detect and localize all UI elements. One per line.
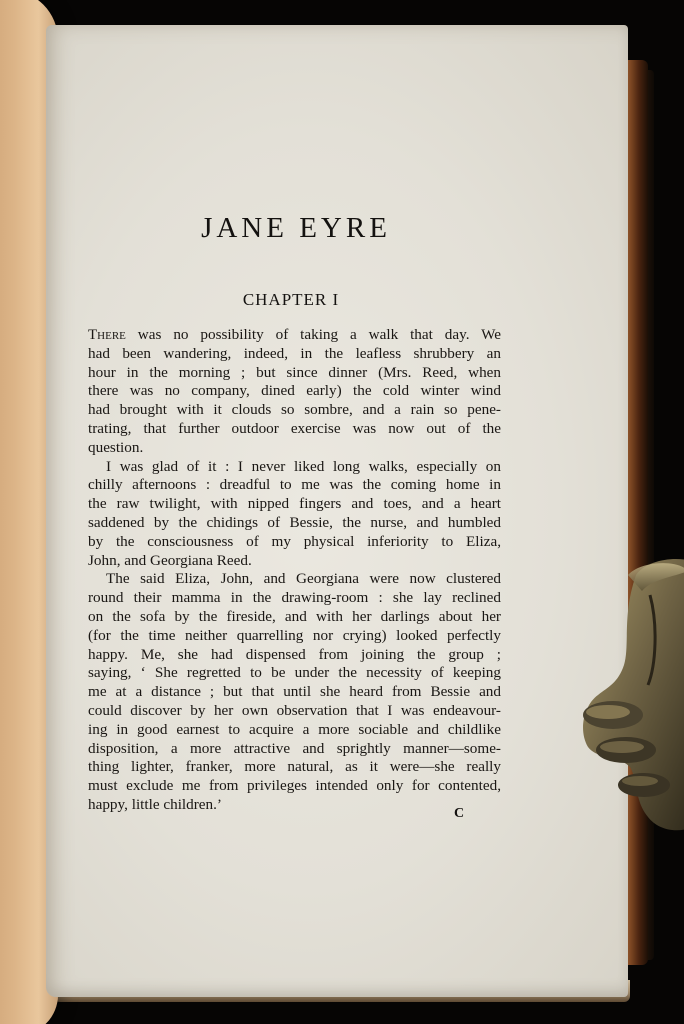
opening-word: There xyxy=(88,327,126,343)
brass-page-clip-icon xyxy=(578,555,684,845)
signature-mark: C xyxy=(454,806,465,821)
text-line: there was no company, dined early) the cold winter wind xyxy=(88,382,501,400)
chapter-heading: CHAPTER I xyxy=(242,290,340,309)
text-line: had brought with it clouds so sombre, and a rain so pene- xyxy=(88,401,501,419)
text-line: hour in the morning ; but since dinner (Mrs. Reed, when xyxy=(88,363,501,381)
text-line: question. xyxy=(88,438,144,456)
text-line xyxy=(88,326,501,345)
text-line: must exclude me from privileges intended only for contented, xyxy=(88,777,501,795)
text-line: on the sofa by the fireside, and with her darlings about her xyxy=(88,607,501,625)
text-line: by the consciousness of my physical inferiority to Eliza, xyxy=(88,532,501,550)
text-line: happy, little children.’ xyxy=(88,795,222,813)
text-line: had been wandering, indeed, in the leafless shrubbery an xyxy=(88,344,501,362)
book-title: JANE EYRE xyxy=(201,212,391,244)
text-line: saying, ‘ She regretted to be under the necessity of keeping xyxy=(88,664,501,682)
text-line: could discover by her own observation that I was endeavour- xyxy=(88,701,501,719)
text-line: me at a distance ; but that until she heard from Bessie and xyxy=(88,683,501,701)
text-line: the raw twilight, with nipped fingers and toes, and a heart xyxy=(88,495,501,513)
text-line: (for the time neither quarrelling nor crying) looked perfectly xyxy=(88,626,501,644)
chapter-body-text xyxy=(88,326,501,815)
text-line: thing lighter, franker, more natural, as it were—she really xyxy=(88,758,501,776)
text-line: happy. Me, she had dispensed from joining the group ; xyxy=(88,645,501,663)
text-line: John, and Georgiana Reed. xyxy=(88,551,252,569)
text-line: The said Eliza, John, and Georgiana were now clustered xyxy=(106,570,501,588)
text-line: disposition, a more attractive and sprightly manner—some- xyxy=(88,739,501,757)
text-line: saddened by the chidings of Bessie, the nurse, and humbled xyxy=(88,513,501,531)
text-line: trating, that further outdoor exercise was now out of the xyxy=(88,419,501,437)
text-line: I was glad of it : I never liked long walks, especially on xyxy=(106,457,501,475)
text-segment: was no possibility of taking a walk that day. We xyxy=(125,326,501,343)
text-line: ing in good earnest to acquire a more sociable and childlike xyxy=(88,720,501,738)
text-line: round their mamma in the drawing-room : she lay reclined xyxy=(88,589,501,607)
text-line: chilly afternoons : dreadful to me was the coming home in xyxy=(88,476,501,494)
